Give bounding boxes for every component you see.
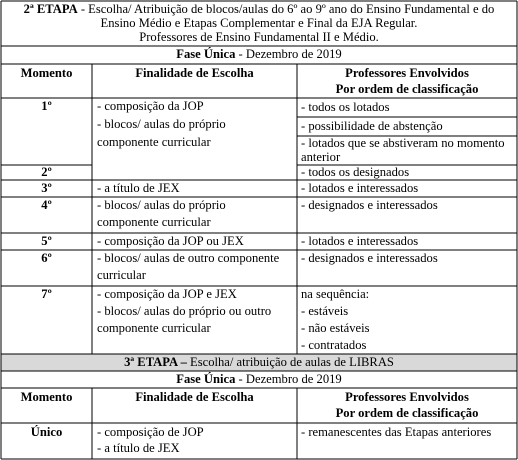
row-2-professores-1: - todos os designados [301,165,410,179]
row-6-finalidade-1: - blocos/ aulas de outro componente [97,251,280,265]
header3-professores: Professores Envolvidos [345,390,469,404]
row-5-momento: 5º [41,234,52,248]
row-5-finalidade-1: - composição da JOP ou JEX [97,234,244,248]
row-7-finalidade-2: - blocos/ aulas do próprio ou outro [97,304,272,318]
header-professores: Professores Envolvidos [345,66,469,80]
etapa3-fase-lead: Fase Única [176,372,236,386]
etapa2-heading-line3: Professores de Ensino Fundamental II e Médio. [139,30,379,44]
etapa3-fase-text: - Dezembro de 2019 [235,372,342,386]
row-7-finalidade-1: - composição da JOP e JEX [97,287,237,301]
header3-finalidade: Finalidade de Escolha [135,390,254,404]
row3-1-professores-1: - remanescentes das Etapas anteriores [301,425,492,439]
header3-ordem: Por ordem de classificação [335,406,479,420]
etapa3-text: Escolha/ atribuição de aulas de LIBRAS [186,355,394,369]
etapa2-fase-lead: Fase Única [176,47,236,61]
row3-1-finalidade-2: - a título de JEX [97,441,180,455]
row-1-professores-3: - lotados que se abstiveram no momento [301,136,505,150]
row-4-finalidade-1: - blocos/ aulas do próprio [97,198,226,212]
row-5-professores-1: - lotados e interessados [301,234,419,248]
row-1-momento: 1º [41,99,52,113]
row-6-professores-1: - designados e interessados [301,251,438,265]
header-momento: Momento [20,66,73,80]
row-3-finalidade-1: - a título de JEX [97,181,180,195]
row-7-professores-4: - contratados [301,338,367,352]
row-4-professores-1: - designados e interessados [301,198,438,212]
row-7-professores-3: - não estáveis [301,321,370,335]
row-6-finalidade-2: curricular [97,268,146,282]
row-1-professores-4: anterior [301,150,341,164]
etapa3-fase [1,372,517,387]
etapa3-heading [1,355,517,370]
row-7-momento: 7º [41,287,52,301]
row-1-professores-2: - possibilidade de abstenção [301,119,443,133]
row-4-momento: 4º [41,198,52,212]
row-1-professores-1: - todos os lotados [301,100,390,114]
row3-1-momento: Único [30,425,63,439]
row-4-finalidade-2: componente curricular [97,215,211,229]
row-7-professores-2: - estáveis [301,304,349,318]
header-finalidade: Finalidade de Escolha [135,66,254,80]
etapa2-heading-line1 [1,2,517,17]
etapa2-fase [1,47,517,62]
row-1-finalidade-2: - blocos/ aulas do próprio [97,117,226,131]
etapa2-lead: 2ª ETAPA [23,2,78,16]
etapa2-heading-line2: Ensino Médio e Etapas Complementar e Final da EJA Regular. [100,16,418,30]
row-3-professores-1: - lotados e interessados [301,181,419,195]
row-1-finalidade-1: - composição da JOP [97,99,204,113]
row-2-momento: 2º [41,165,52,179]
row3-1-finalidade-1: - composição de JOP [97,425,204,439]
etapa2-line1-text: - Escolha/ Atribuição de blocos/aulas do 6º ao 9º ano do Ensino Fundamental e do [77,2,495,16]
row-7-finalidade-3: componente curricular [97,321,211,335]
header-ordem: Por ordem de classificação [335,82,479,96]
row-6-momento: 6º [41,251,52,265]
header3-momento: Momento [20,390,73,404]
row-1-finalidade-3: componente curricular [97,135,211,149]
etapa2-fase-text: - Dezembro de 2019 [235,47,342,61]
row-7-professores-1: na sequência: [301,287,370,301]
etapa3-lead: 3ª ETAPA – [124,355,187,369]
row-3-momento: 3º [41,181,52,195]
